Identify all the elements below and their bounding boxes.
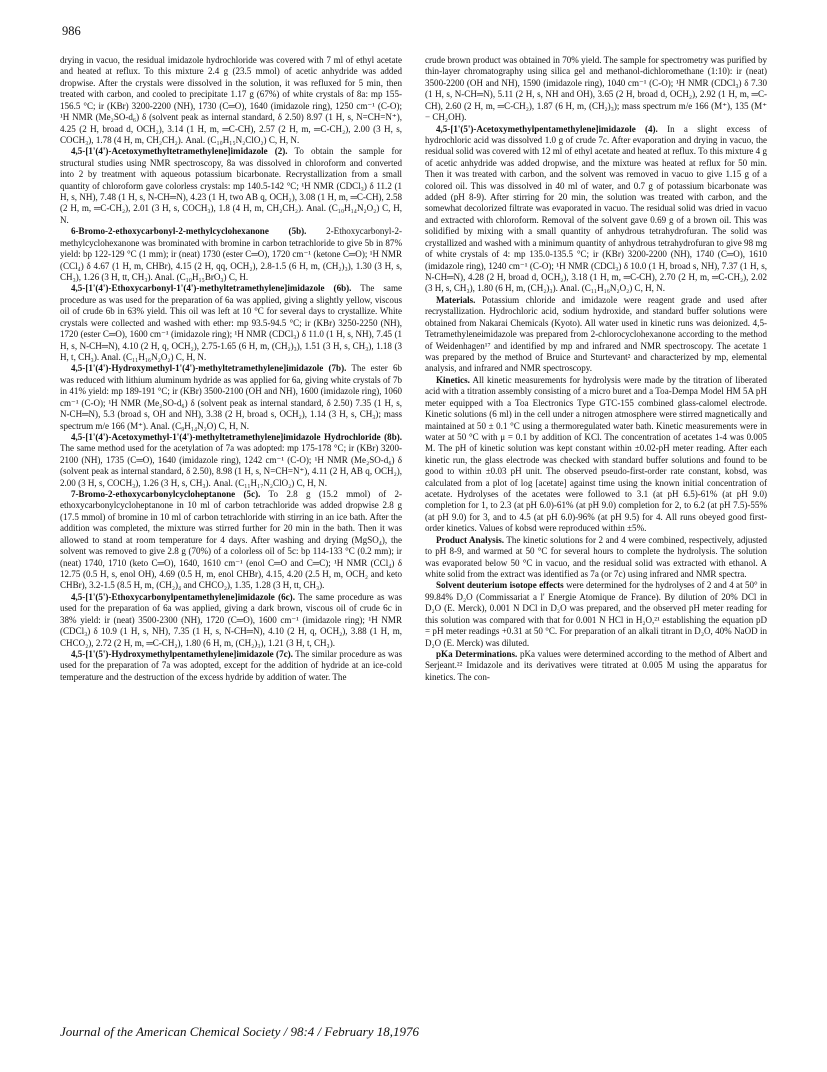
paragraph (60, 55, 402, 146)
section-heading: Kinetics. (436, 374, 470, 385)
paragraph-text: Potassium chloride and imidazole were reagent grade and used after recrystallization. Hydrochloric acid, sodium hydroxide, and standard buffer solutions were obtained from Nakarai Chemicals (Kyoto). All water used in kinetic runs was deionized. 4,5-Tetramethyleneimidazole was prepared from 2-chlorocyclohexanone according to the method of Weidenhagen¹⁷ and identified by mp and infrared and NMR spectroscopy. The acetate 1 was prepared by the method of Bruice and Sturtevant² and characterized by mp, elemental analysis, and infrared and NMR spectroscopy. (425, 294, 767, 374)
section-heading: 4,5-[1'(4')-Ethoxycarbonyl-1'(4')-methyltetramethylene]imidazole (6b). (71, 283, 352, 294)
paragraph (425, 580, 767, 649)
paragraph (60, 592, 402, 649)
paragraph-text: 2-Ethoxycarbonyl-2-methylcyclohexanone was brominated with bromine in carbon tetrachloride to give 5b in 87% yield: bp 122-129 °C (1 mm); ir (neat) 1730 (ester C═O), 1720 cm⁻¹ (ketone C═O); ¹H NMR (CCl₄) δ 4.67 (1 H, m, CHBr), 4.15 (2 H, qq, OCH₂), 2.8-1.5 (6 H, m, (CH₂)₃), 1.30 (3 H, s, CH₃), 1.26 (3 H, tt, CH₃). Anal. (C₁₀H₁₅BrO₃) C, H. (60, 226, 402, 283)
left-column (60, 55, 402, 683)
paragraph-text: In a slight excess of hydrochloric acid was dissolved 1.0 g of crude 7c. After evaporation and drying in vacuo, the residual solid was covered with 12 ml of ethyl acetate and heated at reflux. To this mixture 4 g of acetic anhydride was added dropwise, and the mixture was heated at reflux for 50 min. Then it was treated with carbon, and the solvent was removed in vacuo to give 1.15 g of a colored oil. This was dissolved in 40 ml of water, and 0.7 g of potassium bicarbonate was added (pH 8-9). After stirring for 20 min, the solution was treated with carbon, and the somewhat decolorized filtrate was evaporated in vacuo. The residual solid was dried in vacuo and extracted with chloroform. Removal of the solvent gave 0.69 g of a brown oil. This was solidified by mixing with a small quantity of anhydrous tetrahydrofuran. The solid was crystallized and washed with a minimum quantity of anhydrous tetrahydrofuran to give 98 mg of white crystals of 4: mp 135.0-135.5 °C; ir (KBr) 3200-2200 (NH), 1740 (C═O), 1610 (imidazole ring), 1240 cm⁻¹ (C-O); ¹H NMR (CDCl₃) δ 10.0 (1 H, broad s, NH), 7.37 (1 H, s, N-CH═N), 4.28 (2 H, broad d, OCH₂), 3.18 (1 H, m, ═C-CH), 2.70 (2 H, m, ═C-CH₂), 2.02 (3 H, s, CH₃), 1.80 (6 H, m, (CH₂)₃). Anal. (C₁₁H₁₆N₂O₂) C, H, N. (425, 123, 767, 294)
paragraph (60, 649, 402, 683)
paragraph (60, 432, 402, 489)
paragraph-text: The kinetic solutions for 2 and 4 were combined, respectively, adjusted to pH 8-9, and warmed at 50 °C for several hours to complete the hydrolysis. The solution was evaporated below 50 °C in vacuo, and the residual solid was extracted with ethanol. A white solid from the extract was identified as 7a (or 7c) using infrared and NMR spectra. (425, 534, 767, 579)
paragraph (425, 375, 767, 535)
section-heading: 4,5-[1'(5')-Acetoxymethylpentamethylene]imidazole (4). (436, 123, 658, 134)
paragraph (60, 489, 402, 592)
paragraph-text: pKa values were determined according to the method of Albert and Serjeant.²² Imidazole and its derivatives were titrated at 0.005 M using the apparatus for kinetics. The con- (425, 648, 768, 682)
paragraph-text: The same procedure as was used for the preparation of 6a was applied, giving a slightly yellow, viscous oil of crude 6b in 63% yield. This oil was left at 10 °C for several days to crystallize. White crystals were collected and washed with ether: mp 93.5-94.5 °C; ir (KBr) 3250-2250 (NH), 1720 (ester C═O), 1600 cm⁻¹ (imidazole ring); ¹H NMR (CDCl₃) δ 11.0 (1 H, s, NH), 7.45 (1 H, s, N-CH═N), 4.10 (2 H, q, OCH₂), 2.75-1.65 (6 H, m, (CH₂)₃), 1.51 (3 H, s, CH₃), 1.18 (3 H, t, CH₃). Anal. (C₁₁H₁₆N₂O₂) C, H, N. (60, 283, 403, 362)
paragraph (425, 55, 767, 124)
paragraph-text: The same procedure as was used for the preparation of 6a was applied, giving a dark brown, viscous oil of crude 6c in 38% yield: ir (neat) 3500-2300 (NH), 1720 (C═O), 1600 cm⁻¹ (imidazole ring); ¹H NMR (CDCl₃) δ 10.9 (1 H, s, NH), 7.35 (1 H, s, N-CH═N), 4.10 (2 H, q, OCH₂), 3.88 (1 H, m, CHCO₂), 2.72 (2 H, m, ═C-CH₂), 1.80 (6 H, m, (CH₂)₃), 1.21 (3 H, t, CH₃). (60, 591, 402, 648)
paragraph (60, 146, 402, 226)
section-heading: 7-Bromo-2-ethoxycarbonylcycloheptanone (5c). (71, 489, 261, 500)
paragraph-text: All kinetic measurements for hydrolysis were made by the titration of liberated acid with a titration assembly consisting of a micro buret and a Toa-Dempa Model HM 5A pH meter equipped with a Toa Electronics Type GTC-155 combined glass-calomel electrode. Kinetic solutions (6 ml) in the cell under a nitrogen atmosphere were stirred magnetically and maintained at 50 ± 0.1 °C using a thermoregulated water bath. Kinetic measurements were in water at 50 °C with μ = 0.1 by addition of KCl. The concentration of acetates 1-4 was 0.005 M. The pH of kinetic solution was kept constant within ±0.02-pH meter reading. After each kinetic run, the glass electrode was checked with standard buffer solutions and found to be good to within ±0.03 pH unit. The observed pseudo-first-order rate constant, kobsd, was calculated from a plot of log [acetate] against time using the known initial concentration of acetate. Hydrolyses of the acetates were followed to 3.1 (at pH 6.5)-61% (at pH 9.0) completion for 1, to 2.3 (at pH 6.0)-61% (at pH 9.0) completion for 2, to 6.2 (at pH 7.5)-55% (at pH 9.0) for 3, and to 4.5 (at pH 6.0)-96% (at pH 9.5) for 4. All runs obeyed good first-order kinetics. Values of kobsd were reproduced within ±5%. (425, 374, 767, 534)
paragraph (425, 295, 767, 375)
section-heading: 4,5-[1'(4')-Acetoxymethyltetramethylene]imidazole (2). (71, 146, 288, 157)
section-heading: 6-Bromo-2-ethoxycarbonyl-2-methylcyclohexanone (5b). (71, 226, 307, 237)
right-column (425, 55, 767, 683)
paragraph-text: crude brown product was obtained in 70% yield. The sample for spectrometry was purified by thin-layer chromatography using silica gel and methanol-dichloromethane (1:10): ir (neat) 3500-2200 (OH and NH), 1590 (imidazole ring), 1040 cm⁻¹ (C-O); ¹H NMR (CDCl₃) δ 7.30 (1 H, s, N-CH═N), 5.11 (2 H, s, NH and OH), 3.65 (2 H, broad d, OCH₂), 2.92 (1 H, m, ═C-CH), 2.60 (2 H, m, ═C-CH₂), 1.87 (6 H, m, (CH₂)₃); mass spectrum m/e 166 (M⁺), 135 (M⁺ − CH₂OH). (425, 55, 767, 123)
paragraph-text: drying in vacuo, the residual imidazole hydrochloride was covered with 7 ml of ethyl acetate and heated at reflux. To this mixture 2.4 g (23.5 mmol) of acetic anhydride was added dropwise. After the crystals were dissolved in the solution, it was refluxed for 5 min, then treated with carbon, and cooled to precipitate 1.17 g (67%) of white crystals of 8a: mp 155-156.5 °C; ir (KBr) 3200-2200 (NH), 1730 (C═O), 1640 (imidazole ring), 1250 cm⁻¹ (C-O); ¹H NMR (Me₂SO-d₆) δ (solvent peak as internal standard, δ 2.50) 8.97 (1 H, s, N=CH=N⁺), 4.25 (2 H, broad d, OCH₂), 3.14 (1 H, m, ═C-CH), 2.57 (2 H, m, ═C-CH₂), 2.00 (3 H, s, COCH₃), 1.78 (4 H, m, CH₂CH₂). Anal. (C₁₀H₁₅N₂ClO₂) C, H, N. (60, 55, 402, 145)
paragraph (425, 535, 767, 581)
section-heading: 4,5-[1'(5')-Ethoxycarbonylpentamethylene]imidazole (6c). (71, 591, 295, 602)
paragraph (60, 226, 402, 283)
section-heading: 4,5-[1'(5')-Hydroxymethylpentamethylene]imidazole (7c). (71, 648, 293, 659)
section-heading: pKa Determinations. (436, 648, 518, 659)
paragraph-text: To 2.8 g (15.2 mmol) of 2-ethoxycarbonylcycloheptanone in 10 ml of carbon tetrachloride was added dropwise 2.8 g (17.5 mmol) of bromine in 10 ml of carbon tetrachloride with stirring in an ice bath. After the addition was completed, the mixture was stirred further for 20 min in the bath. Then it was allowed to stand at room temperature for 4 days. After washing and drying (MgSO₄), the solvent was removed to give 2.8 g (70%) of a colorless oil of 5c: bp 114-133 °C (0.2 mm); ir (neat) 1740, 1710 (keto C═O), 1640, 1610 cm⁻¹ (enol C═O and C═C); ¹H NMR (CCl₄) δ 12.75 (0.5 H, s, enol OH), 4.69 (0.5 H, m, enol CHBr), 4.15, 4.20 (2.5 H, m, OCH₂ and keto CHBr), 3.2-1.5 (8.5 H, m, (CH₂)₄ and CHCO₂), 1.35, 1.28 (3 H, tt, CH₃). (60, 489, 402, 591)
section-heading: 4,5-[1'(4')-Acetoxymethyl-1'(4')-methyltetramethylene]imidazole Hydrochloride (8b). (71, 431, 402, 442)
paragraph-text: To obtain the sample for structural studies using NMR spectroscopy, 8a was dissolved in chloroform and converted into 2 by treatment with aqueous potassium bicarbonate. Recrystallization from a small quantity of chloroform gave colorless crystals: mp 140.5-142 °C; ¹H NMR (CDCl₃) δ 11.2 (1 H, s, NH), 7.48 (1 H, s, N-CH═N), 4.23 (1 H, two AB q, OCH₂), 3.08 (1 H, m, ═C-CH), 2.58 (2 H, m, ═C-CH₂), 2.01 (3 H, s, COCH₃), 1.8 (4 H, m, CH₂CH₂). Anal. (C₁₀H₁₄N₂O₂) C, H, N. (60, 146, 402, 225)
paragraph-text: were determined for the hydrolyses of 2 and 4 at 50° in 99.84% D₂O (Commissariat a l' Energie Atomique de France). By dilution of 20% DCl in D₂O (E. Merck), 0.001 N DCl in D₂O was prepared, and the observed pH meter reading for this solution was compared with that for 0.001 N HCl in H₂O,²¹ establishing the equation pD = pH meter readings +0.31 at 50 °C. For preparation of an alkali titrant in D₂O, 40% NaOD in D₂O (E. Merck) was diluted. (425, 580, 768, 648)
paragraph-text: The ester 6b was reduced with lithium aluminum hydride as was applied for 6a, giving white crystals of 7b in 41% yield: mp 189-191 °C; ir (KBr) 3500-2100 (OH and NH), 1600 (imidazole ring), 1060 cm⁻¹ (C-O); ¹H NMR (Me₂SO-d₆) δ (solvent peak as internal standard, δ 2.50) 7.35 (1 H, s, N-CH═N), 5.3 (broad s, OH and NH), 3.38 (2 H, broad s, OCH₂), 1.14 (3 H, s, CH₃); mass spectrum m/e 166 (M⁺). Anal. (C₉H₁₄N₂O) C, H, N. (60, 363, 402, 431)
paragraph (425, 649, 767, 683)
paragraph-text: The similar procedure as was used for the preparation of 7a was adopted, except for the addition of hydride at an ice-cold temperature and the destruction of the excess hydride by addition of water. The (60, 648, 402, 682)
paragraph (425, 124, 767, 295)
section-heading: 4,5-[1'(4')-Hydroxymethyl-1'(4')-methyltetramethylene]imidazole (7b). (71, 363, 347, 374)
page-number: 986 (62, 24, 81, 38)
section-heading: Materials. (436, 294, 476, 305)
paragraph (60, 363, 402, 432)
journal-footer: Journal of the American Chemical Society / 98:4 / February 18,1976 (60, 1024, 419, 1039)
section-heading: Solvent deuterium isotope effects (436, 580, 564, 591)
paragraph (60, 283, 402, 363)
paragraph-text: The same method used for the acetylation of 7a was adopted: mp 175-178 °C; ir (KBr) 3200-2100 (NH), 1735 (C═O), 1640 (imidazole ring), 1242 cm⁻¹ (C-O); ¹H NMR (Me₂SO-d₆) δ (solvent peak as internal standard, δ 2.50), 8.98 (1 H, s, N=CH=N⁺), 4.11 (2 H, AB q, OCH₂), 2.00 (3 H, s, COCH₃), 1.26 (3 H, s, CH₃). Anal. (C₁₁H₁₇N₂ClO₂) C, H, N. (60, 443, 402, 488)
section-heading: Product Analysis. (436, 534, 504, 545)
